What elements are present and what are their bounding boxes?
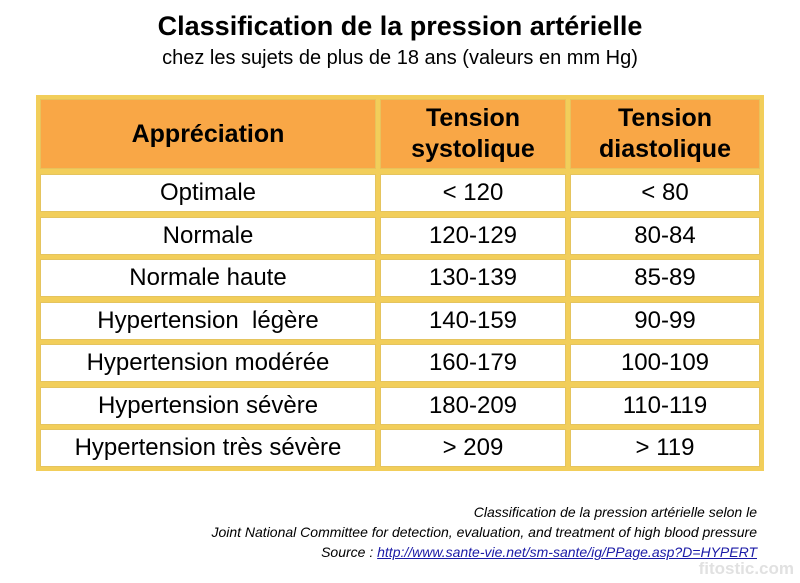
cell-diastolique: 80-84: [570, 217, 760, 255]
table-grid: [36, 95, 764, 471]
cell-systolique: 140-159: [380, 302, 566, 340]
footer-line-1: Classification de la pression artérielle selon le: [473, 504, 757, 520]
header-appreciation: Appréciation: [40, 99, 376, 169]
cell-appreciation: Normale haute: [40, 259, 376, 297]
source-link[interactable]: http://www.sante-vie.net/sm-sante/ig/PPage.asp?D=HYPERT: [377, 544, 757, 560]
cell-systolique: 180-209: [380, 387, 566, 425]
page-subtitle: chez les sujets de plus de 18 ans (valeurs en mm Hg): [162, 47, 638, 69]
footer-source: [211, 542, 757, 562]
cell-appreciation: Hypertension légère: [40, 302, 376, 340]
footer-line-2: Joint National Committee for detection, evaluation, and treatment of high blood pressure: [211, 524, 757, 540]
cell-diastolique: < 80: [570, 174, 760, 212]
cell-diastolique: 100-109: [570, 344, 760, 382]
cell-diastolique: 90-99: [570, 302, 760, 340]
cell-systolique: < 120: [380, 174, 566, 212]
cell-systolique: 130-139: [380, 259, 566, 297]
classification-table: [36, 95, 764, 471]
cell-appreciation: Hypertension sévère: [40, 387, 376, 425]
source-label: Source :: [321, 544, 378, 560]
cell-appreciation: Hypertension modérée: [40, 344, 376, 382]
header-diastolique: Tension diastolique: [570, 99, 760, 169]
cell-systolique: 160-179: [380, 344, 566, 382]
cell-diastolique: 85-89: [570, 259, 760, 297]
cell-systolique: 120-129: [380, 217, 566, 255]
cell-appreciation: Optimale: [40, 174, 376, 212]
watermark: fitostic.com: [698, 559, 794, 578]
cell-appreciation: Normale: [40, 217, 376, 255]
page-title: Classification de la pression artérielle: [157, 11, 643, 41]
cell-diastolique: > 119: [570, 429, 760, 467]
footer-note: [211, 502, 757, 562]
header-systolique: Tension systolique: [380, 99, 566, 169]
cell-diastolique: 110-119: [570, 387, 760, 425]
cell-systolique: > 209: [380, 429, 566, 467]
cell-appreciation: Hypertension très sévère: [40, 429, 376, 467]
